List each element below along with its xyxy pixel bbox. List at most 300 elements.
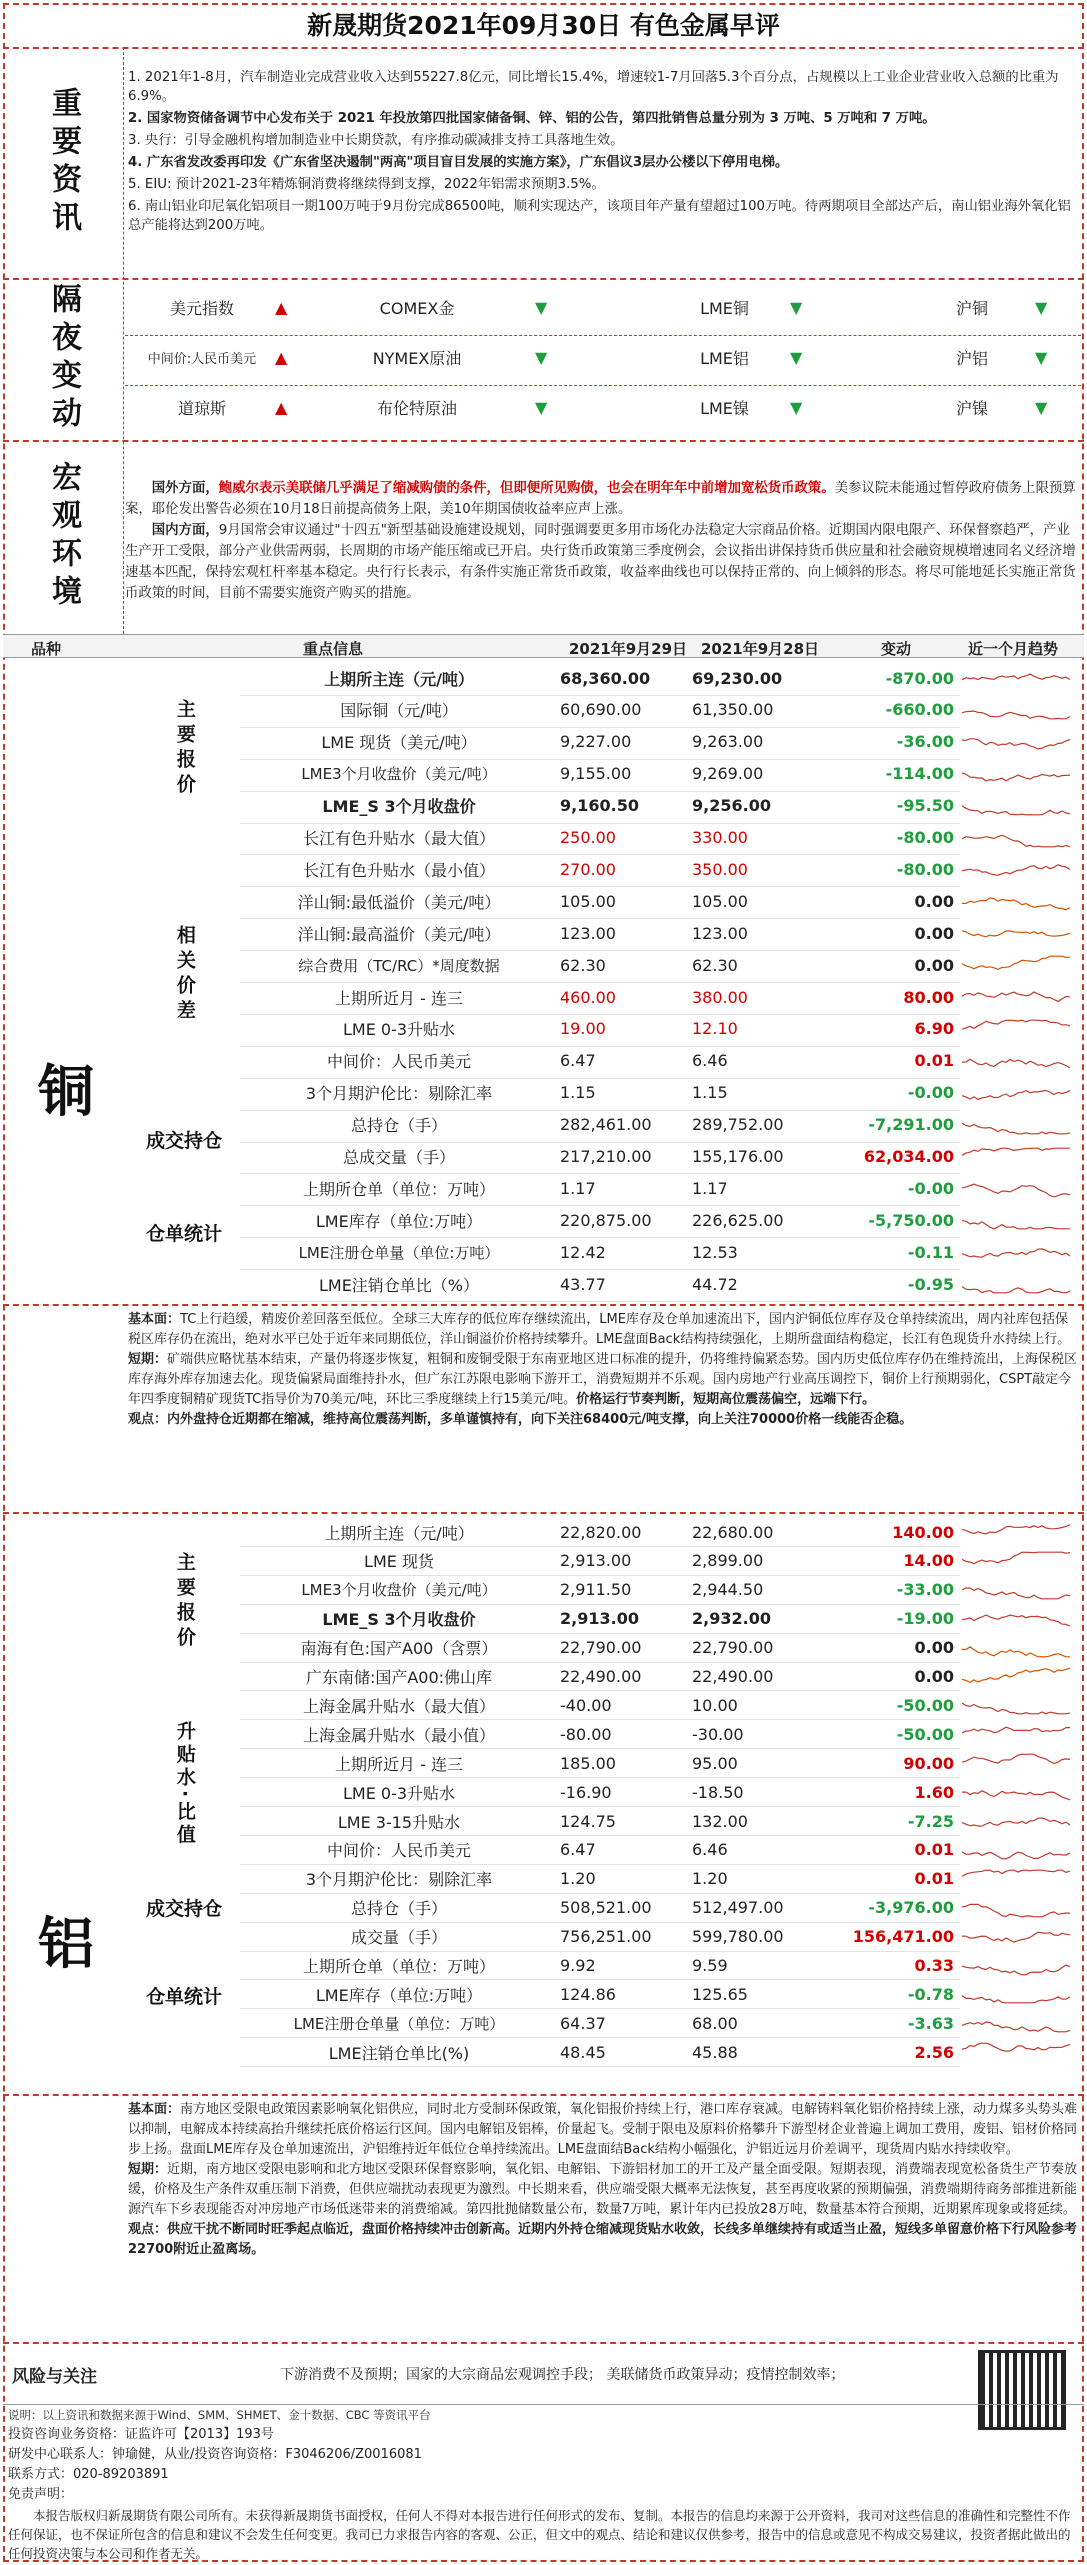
triangle-down-icon: ▼ — [1035, 348, 1048, 367]
aluminum-group-spreads — [130, 1686, 238, 1882]
overnight-label: 道琼斯 — [177, 399, 226, 418]
header-product: 品种 — [31, 640, 62, 658]
overnight-label: 隔夜变动 — [46, 283, 81, 435]
copper-group-quotes — [130, 662, 238, 836]
row-label: LME注册仓单量（单位：万吨） — [293, 2014, 505, 2033]
macro-foreign-text: 美参议院未能通过暂停政府债务上限预算案，耶伦发出警告必须在10月18日前提高债务上限，美10年期国债收益率应声上涨。 — [125, 481, 1076, 517]
trend-sparkline — [962, 952, 1076, 978]
value-prev: 61,350.00 — [692, 700, 774, 720]
trend-sparkline — [962, 920, 1076, 946]
news-item: 5. EIU: 预计2021-23年精炼铜消费将继续得到支撑，2022年铝需求预期3.5%。 — [128, 177, 605, 192]
news-item: 6. 南山铝业印尼氧化铝项目一期100万吨于9月份完成86500吨，顺利实现达产，该项目年产量有望超过100万吨。待两期项目全部达产后，南山铝业海外氧化铝总产能将达到200万吨。 — [128, 199, 1071, 233]
triangle-down-icon: ▼ — [535, 348, 548, 367]
value-today: 124.75 — [560, 1811, 616, 1831]
row-label: 洋山铜:最低溢价（美元/吨） — [297, 892, 501, 912]
change-value: -50.00 — [896, 1695, 954, 1715]
copper-note-label: 观点： — [128, 1412, 168, 1427]
row-label: 长江有色升贴水（最小值） — [302, 860, 495, 880]
trend-cell — [962, 1047, 1080, 1075]
change-value: 62,034.00 — [863, 1147, 954, 1166]
overnight-label: 美元指数 — [169, 299, 234, 318]
row-label: LME 3-15升贴水 — [337, 1812, 461, 1832]
copper-note-label: 基本面： — [128, 1312, 181, 1327]
aluminum-note-label: 短期： — [128, 2162, 168, 2177]
row-label: LME 现货（美元/吨） — [321, 733, 477, 753]
trend-sparkline — [962, 2039, 1076, 2065]
value-today: 270.00 — [560, 859, 616, 879]
value-prev: 599,780.00 — [692, 1927, 784, 1947]
value-prev: 9.59 — [692, 1956, 728, 1975]
value-prev: -18.50 — [692, 1782, 744, 1802]
group-label: 主要报价 — [173, 699, 196, 799]
trend-sparkline — [962, 1239, 1076, 1265]
change-value: 0.01 — [914, 1869, 954, 1889]
value-today: 64.37 — [560, 2013, 606, 2033]
trend-cell — [962, 728, 1080, 756]
value-today: 508,521.00 — [560, 1898, 652, 1918]
value-prev: 2,932.00 — [692, 1609, 771, 1629]
value-prev: 10.00 — [692, 1695, 738, 1715]
overnight-label: LME铝 — [700, 349, 749, 368]
trend-cell — [962, 824, 1080, 852]
news-item: 3. 央行：引导金融机构增加制造业中长期贷款，有序推动碳减排支持工具落地生效。 — [128, 133, 624, 148]
divider — [3, 47, 1084, 49]
trend-sparkline — [962, 665, 1076, 691]
value-prev: 2,944.50 — [692, 1580, 764, 1600]
value-prev: 22,790.00 — [692, 1638, 774, 1658]
change-value: -19.00 — [896, 1609, 954, 1629]
value-today: 48.45 — [560, 2042, 606, 2062]
overnight-grid — [125, 285, 1081, 433]
triangle-up-icon: ▲ — [275, 348, 288, 367]
trend-sparkline — [962, 1692, 1076, 1718]
overnight-label: 沪铜 — [955, 299, 988, 318]
divider — [123, 47, 124, 634]
row-label: LME 现货 — [364, 1552, 434, 1572]
value-today: 22,490.00 — [560, 1667, 642, 1686]
change-value: 0.01 — [914, 1840, 954, 1860]
divider — [3, 278, 1084, 280]
trend-cell — [962, 792, 1080, 820]
trend-cell — [962, 1079, 1080, 1107]
trend-cell — [962, 1518, 1080, 1546]
copper-label: 铜 — [38, 1060, 94, 1125]
header-date1: 2021年9月29日 — [569, 640, 688, 658]
value-today: 22,820.00 — [560, 1522, 642, 1542]
copper-note-text: TC上行趋缓，精废价差回落至低位。全球三大库存的低位库存继续流出，LME库存及仓单加速流出下，国内沪铜低位库存及仓单持续流出，周内社库包括保税区库存仍在流出，绝对水平已处于近年来同期低位，洋山铜溢价价格持续攀升。LME盘面Back结构持续强化，上期所盘面结构稳定，长江有色现货升水持续上行。 — [128, 1312, 1071, 1347]
trend-cell — [962, 1605, 1080, 1633]
change-value: 156,471.00 — [852, 1927, 954, 1947]
qr-code — [978, 2350, 1066, 2430]
value-prev: 1.15 — [692, 1083, 728, 1103]
aluminum-group-quotes — [130, 1518, 238, 1686]
change-value: -0.11 — [907, 1242, 954, 1262]
aluminum-label: 铝 — [38, 1912, 94, 1977]
trend-sparkline — [962, 1112, 1076, 1138]
row-label: 洋山铜:最高溢价（美元/吨） — [297, 924, 501, 944]
change-value: 0.00 — [914, 923, 954, 943]
triangle-down-icon: ▼ — [1035, 298, 1048, 317]
trend-sparkline — [962, 1519, 1076, 1545]
aluminum-note-label: 基本面： — [128, 2102, 181, 2117]
trend-sparkline — [962, 825, 1076, 851]
trend-cell — [962, 983, 1080, 1011]
row-divider — [240, 2066, 960, 2067]
trend-cell — [962, 1547, 1080, 1575]
trend-cell — [962, 887, 1080, 915]
value-today: 105.00 — [560, 891, 616, 911]
trend-sparkline — [962, 1016, 1076, 1042]
footer-line: 免责声明： — [8, 2487, 74, 2502]
header-trend: 近一个月趋势 — [968, 640, 1059, 658]
trend-cell — [962, 1749, 1080, 1777]
divider — [3, 1512, 1084, 1514]
news-item: 2. 国家物资储备调节中心发布关于 2021 年投放第四批国家储备铜、锌、铝的公告，第四批销售总量分别为 3 万吨、5 万吨和 7 万吨。 — [128, 111, 936, 126]
row-label: 上海金属升贴水（最大值） — [302, 1696, 495, 1716]
trend-sparkline — [962, 1664, 1076, 1690]
triangle-down-icon: ▼ — [790, 398, 803, 417]
value-prev: 62.30 — [692, 955, 738, 975]
change-value: -36.00 — [896, 732, 954, 752]
copper-group-spreads — [130, 836, 238, 1114]
change-value: 0.01 — [914, 1051, 954, 1071]
trend-sparkline — [962, 1981, 1076, 2007]
macro-domestic-text: 9月国常会审议通过"十四五"新型基础设施建设规划，同时强调要更多用市场化办法稳定大宗商品价格。近期国内限电限产、环保督察趋严，产业生产开工受限，部分产业供需两弱，长周期的市场产能压缩或已开启。央行货币政策第三季度例会，会议指出讲保持货币供应量和社会融资规模增速同名义经济增速基本匹配，保持宏观杠杆率基本稳定。央行行长表示，有条件实施正常货币政策，收益率曲线也可以保持正常的、向上倾斜的形态。将尽可能地延长实施正常货币政策的时间，目前不需要实施资产购买的措施。 — [125, 523, 1076, 601]
trend-sparkline — [962, 1548, 1076, 1574]
value-today: 220,875.00 — [560, 1210, 652, 1230]
value-prev: 125.65 — [692, 1984, 748, 2004]
change-value: -114.00 — [885, 764, 954, 784]
group-label: 成交持仓 — [145, 1130, 222, 1153]
row-label: LME 0-3升贴水 — [342, 1783, 456, 1803]
value-today: 250.00 — [560, 828, 616, 847]
trend-sparkline — [962, 856, 1076, 882]
trend-sparkline — [962, 1895, 1076, 1921]
value-prev: 1.20 — [692, 1869, 728, 1889]
value-today: -80.00 — [560, 1724, 612, 1744]
aluminum-note-label: 观点： — [128, 2222, 168, 2237]
change-value: 14.00 — [903, 1551, 954, 1571]
group-label: 仓单统计 — [145, 1223, 222, 1246]
value-prev: 9,263.00 — [692, 732, 764, 752]
value-prev: -30.00 — [692, 1724, 744, 1744]
value-today: 60,690.00 — [560, 700, 642, 720]
trend-sparkline — [962, 761, 1076, 787]
value-prev: 9,269.00 — [692, 764, 764, 784]
row-label: LME3个月收盘价（美元/吨） — [301, 1581, 497, 1600]
overnight-label: LME镍 — [700, 399, 749, 418]
divider — [3, 2342, 1084, 2344]
value-prev: 512,497.00 — [692, 1898, 784, 1918]
macro-label: 宏观环境 — [46, 461, 81, 613]
copper-group-warrant — [130, 1170, 238, 1300]
group-label: 主要报价 — [173, 1552, 196, 1652]
row-label: 上期所仓单（单位：万吨） — [302, 1179, 495, 1199]
row-label: 南海有色:国产A00（含票） — [300, 1639, 498, 1659]
trend-sparkline — [962, 1750, 1076, 1776]
row-label: 广东南储:国产A00:佛山库 — [305, 1668, 493, 1687]
news-item: 1. 2021年1-8月，汽车制造业完成营业收入达到55227.8亿元，同比增长15.4%，增速较1-7月回落5.3个百分点，占规模以上工业企业营业收入总额的比重为6.9%。 — [128, 70, 1059, 104]
trend-sparkline — [962, 729, 1076, 755]
value-today: 12.42 — [560, 1242, 606, 1262]
value-today: 9,160.50 — [560, 796, 639, 816]
change-value: -50.00 — [896, 1724, 954, 1744]
trend-cell — [962, 919, 1080, 947]
divider — [3, 440, 1084, 442]
value-today: 1.20 — [560, 1869, 596, 1889]
value-today: 2,911.50 — [560, 1580, 632, 1600]
change-value: -0.78 — [907, 1984, 954, 2004]
trend-sparkline — [962, 1144, 1076, 1170]
value-prev: 95.00 — [692, 1753, 738, 1773]
change-value: -7.25 — [907, 1811, 954, 1831]
macro-foreign-highlight: 鲍威尔表示美联储几乎满足了缩减购债的条件，但即便所见购债，也会在明年年中前增加宽松货币政策。 — [218, 481, 835, 496]
value-today: -16.90 — [560, 1782, 612, 1802]
triangle-down-icon: ▼ — [790, 298, 803, 317]
value-prev: 380.00 — [692, 987, 748, 1007]
aluminum-note-text: 近期，南方地区受限电影响和北方地区受限环保督察影响，氧化铝、电解铝、下游铝材加工的开工及产量全面受限。短期表现，消费端表现宽松备货生产节奏放缓，价格及生产条件双重压制下消费，但供应端扰动表现更为激烈。中长期来看，供应端受限大概率无法恢复，甚至再度收紧的预期偏强，消费端期待商务部推进新能源汽车下乡表现能否对冲房地产市场低迷带来的消费缩减。第四批抛储数量公布，数量7万吨，累计年内已投放28万吨，数量基本符合预期，近期累库现象或将延续。 — [128, 2162, 1078, 2217]
value-prev: 226,625.00 — [692, 1210, 784, 1230]
copper-group-position — [130, 1114, 238, 1170]
row-label: LME注销仓单比(%) — [328, 2043, 470, 2063]
trend-sparkline — [962, 1635, 1076, 1661]
footer-line: 研发中心联系人：钟瑜健，从业/投资咨询资格：F3046206/Z0016081 — [8, 2447, 422, 2462]
row-divider — [240, 1301, 960, 1302]
trend-cell — [962, 1015, 1080, 1043]
row-label: LME 0-3升贴水 — [342, 1020, 456, 1040]
overnight-label: 中间价:人民币美元 — [147, 352, 257, 367]
trend-cell — [962, 1143, 1080, 1171]
overnight-label: COMEX金 — [379, 299, 455, 318]
row-label: 总持仓（手） — [350, 1116, 447, 1136]
value-prev: 123.00 — [692, 923, 748, 943]
aluminum-analysis — [128, 2100, 1078, 2260]
change-value: -0.95 — [907, 1274, 954, 1294]
header-date2: 2021年9月28日 — [701, 640, 820, 658]
value-today: 9,227.00 — [560, 732, 632, 752]
divider — [125, 335, 1081, 336]
overnight-label: 沪镍 — [955, 399, 988, 418]
row-label: 上期所近月 - 连三 — [335, 1754, 463, 1774]
trend-cell — [962, 1206, 1080, 1234]
value-prev: 330.00 — [692, 828, 748, 847]
change-value: 80.00 — [903, 987, 954, 1007]
row-label: 上海金属升贴水（最小值） — [302, 1725, 495, 1745]
overnight-label: 布伦特原油 — [376, 399, 457, 418]
change-value: 140.00 — [892, 1522, 954, 1542]
trend-cell — [962, 1778, 1080, 1806]
overnight-label: NYMEX原油 — [372, 349, 462, 368]
trend-cell — [962, 1894, 1080, 1922]
news-label: 重要资讯 — [46, 86, 81, 239]
section-label-overnight — [3, 278, 123, 440]
source-note: 说明：以上资讯和数据来源于Wind、SMM、SHMET、金十数据、CBC 等资讯平台 — [8, 2408, 431, 2422]
value-prev: 45.88 — [692, 2042, 738, 2062]
footer-line: 联系方式：020-89203891 — [8, 2467, 169, 2482]
row-label: 长江有色升贴水（最大值） — [302, 829, 495, 848]
trend-cell — [962, 1980, 1080, 2008]
change-value: -0.00 — [907, 1178, 954, 1198]
value-prev: 12.10 — [692, 1019, 738, 1039]
value-prev: 155,176.00 — [692, 1147, 784, 1166]
row-label: LME3个月收盘价（美元/吨） — [301, 765, 497, 784]
trend-sparkline — [962, 1048, 1076, 1074]
trend-sparkline — [962, 1606, 1076, 1632]
trend-cell — [962, 1111, 1080, 1139]
trend-cell — [962, 1174, 1080, 1202]
triangle-down-icon: ▼ — [1035, 398, 1048, 417]
change-value: 90.00 — [903, 1753, 954, 1773]
row-label: 3个月期沪伦比：剔除汇率 — [305, 1870, 493, 1890]
change-value: 6.90 — [914, 1019, 954, 1039]
value-today: 124.86 — [560, 1984, 616, 2004]
trend-cell — [962, 760, 1080, 788]
trend-sparkline — [962, 2010, 1076, 2036]
divider — [3, 2094, 1084, 2096]
row-label: 上期所主连（元/吨） — [324, 669, 474, 689]
macro-text — [125, 478, 1080, 604]
row-label: LME_S 3个月收盘价 — [322, 797, 476, 817]
change-value: 0.00 — [914, 1667, 954, 1686]
group-label: 仓单统计 — [145, 1986, 222, 2009]
value-today: 123.00 — [560, 923, 616, 943]
page-title: 新晟期货2021年09月30日 有色金属早评 — [307, 11, 780, 40]
row-label: LME注销仓单比（%） — [318, 1275, 480, 1295]
change-value: -80.00 — [896, 828, 954, 847]
trend-sparkline — [962, 1721, 1076, 1747]
trend-cell — [962, 855, 1080, 883]
group-label: 相关价差 — [173, 925, 196, 1025]
change-value: -80.00 — [896, 859, 954, 879]
change-value: -3,976.00 — [868, 1898, 954, 1918]
value-today: 43.77 — [560, 1274, 606, 1294]
change-value: 0.00 — [914, 1638, 954, 1658]
row-label: 总持仓（手） — [350, 1899, 447, 1919]
triangle-up-icon: ▲ — [275, 398, 288, 417]
trend-sparkline — [962, 1175, 1076, 1201]
row-label: LME注册仓单量（单位:万吨） — [298, 1243, 500, 1262]
trend-cell — [962, 1663, 1080, 1691]
value-today: 1.17 — [560, 1178, 596, 1198]
value-today: 6.47 — [560, 1051, 596, 1071]
value-prev: 132.00 — [692, 1811, 748, 1831]
change-value: -7,291.00 — [868, 1115, 954, 1135]
trend-cell — [962, 1691, 1080, 1719]
row-label: 中间价：人民币美元 — [326, 1841, 471, 1861]
trend-cell — [962, 696, 1080, 724]
value-today: 185.00 — [560, 1753, 616, 1773]
triangle-down-icon: ▼ — [790, 348, 803, 367]
value-today: 9.92 — [560, 1956, 596, 1975]
trend-cell — [962, 1270, 1080, 1298]
value-today: 1.15 — [560, 1083, 596, 1103]
header-change: 变动 — [881, 640, 912, 658]
value-prev: 289,752.00 — [692, 1115, 784, 1135]
trend-sparkline — [962, 1953, 1076, 1979]
trend-sparkline — [962, 984, 1076, 1010]
trend-sparkline — [962, 1271, 1076, 1297]
trend-sparkline — [962, 1207, 1076, 1233]
change-value: 1.60 — [914, 1782, 954, 1802]
change-value: -5,750.00 — [868, 1210, 954, 1230]
value-prev: 68.00 — [692, 2013, 738, 2033]
trend-cell — [962, 2038, 1080, 2066]
trend-cell — [962, 1836, 1080, 1864]
value-today: 6.47 — [560, 1840, 596, 1860]
news-item: 4. 广东省发改委再印发《广东省坚决遏制"两高"项目盲目发展的实施方案》，广东倡议3层办公楼以下停用电梯。 — [128, 155, 789, 170]
divider — [3, 1304, 1084, 1306]
value-prev: 22,490.00 — [692, 1667, 774, 1686]
copper-note-label: 短期： — [128, 1352, 168, 1367]
table-header — [3, 634, 1084, 658]
triangle-down-icon: ▼ — [535, 298, 548, 317]
change-value: -3.63 — [907, 2013, 954, 2033]
triangle-up-icon: ▲ — [275, 298, 288, 317]
value-today: 9,155.00 — [560, 764, 632, 784]
trend-cell — [962, 951, 1080, 979]
group-label: 升贴水·比值 — [173, 1720, 196, 1848]
trend-cell — [962, 1865, 1080, 1893]
change-value: -660.00 — [885, 700, 954, 720]
value-today: 22,790.00 — [560, 1638, 642, 1658]
value-prev: 350.00 — [692, 859, 748, 879]
trend-cell — [962, 1952, 1080, 1980]
value-prev: 22,680.00 — [692, 1522, 774, 1542]
row-label: 中间价：人民币美元 — [326, 1052, 471, 1072]
row-label: 综合费用（TC/RC）*周度数据 — [298, 956, 500, 975]
copper-analysis — [128, 1310, 1078, 1430]
value-today: 19.00 — [560, 1019, 606, 1039]
change-value: -33.00 — [896, 1580, 954, 1600]
trend-sparkline — [962, 1808, 1076, 1834]
row-label: 上期所主连（元/吨） — [324, 1523, 474, 1543]
row-label: LME库存（单位:万吨） — [315, 1211, 483, 1231]
header-key: 重点信息 — [303, 640, 364, 658]
aluminum-note-text: 南方地区受限电政策因素影响氧化铝供应，同时北方受制环保政策，氧化铝报价持续上行，港口库存衰减。电解铸料氧化铝价格持续上涨，动力煤多头势头难以抑制，电解成本持续高抬升继续托底价格运行区间。国内电解铝及铝棒，价量起飞。受制于限电及原料价格攀升下游型材企业普遍上调加工费用，废铝、铝材价格同步上扬。盘面LME库存及仓单加速流出，沪铝维持近年低位仓单持续流出。LME盘面结Back结构小幅强化，沪铝近远月价差调平，现货周内贴水持续收窄。 — [128, 2102, 1078, 2157]
change-value: -0.00 — [907, 1083, 954, 1103]
value-today: 460.00 — [560, 987, 616, 1007]
macro-domestic-label: 国内方面， — [151, 523, 219, 538]
trend-sparkline — [962, 1837, 1076, 1863]
triangle-down-icon: ▼ — [535, 398, 548, 417]
change-value: 2.56 — [914, 2042, 954, 2062]
value-prev: 9,256.00 — [692, 796, 771, 816]
value-prev: 12.53 — [692, 1242, 738, 1262]
trend-sparkline — [962, 1866, 1076, 1892]
trend-cell — [962, 2009, 1080, 2037]
value-prev: 69,230.00 — [692, 668, 783, 688]
trend-sparkline — [962, 888, 1076, 914]
value-today: 217,210.00 — [560, 1147, 652, 1166]
group-label: 成交持仓 — [145, 1898, 222, 1921]
trend-cell — [962, 664, 1080, 692]
value-today: -40.00 — [560, 1695, 612, 1715]
divider — [125, 385, 1081, 386]
trend-cell — [962, 1720, 1080, 1748]
disclaimer: 本报告版权归新晟期货有限公司所有。未获得新晟期货书面授权，任何人不得对本报告进行任何形式的发布、复制。本报告的信息均来源于公开资料，我司对这些信息的准确性和完整性不作任何保证，也不保证所包含的信息和建议不会发生任何变更。我司已力求报告内容的客观、公正，但文中的观点、结论和建议仅供参考，报告中的信息或意见不构成交易建议，投资者据此做出的任何投资决策与本公司和作者无关。 — [8, 2508, 1071, 2561]
trend-sparkline — [962, 1080, 1076, 1106]
change-value: 0.33 — [914, 1956, 954, 1975]
overnight-label: 沪铝 — [955, 349, 988, 368]
trend-cell — [962, 1238, 1080, 1266]
value-prev: 105.00 — [692, 891, 748, 911]
trend-sparkline — [962, 1577, 1076, 1603]
trend-cell — [962, 1923, 1080, 1951]
value-today: 756,251.00 — [560, 1927, 652, 1947]
trend-sparkline — [962, 793, 1076, 819]
footer-line: 投资咨询业务资格：证监许可【2013】193号 — [8, 2427, 274, 2442]
value-today: 68,360.00 — [560, 668, 651, 688]
